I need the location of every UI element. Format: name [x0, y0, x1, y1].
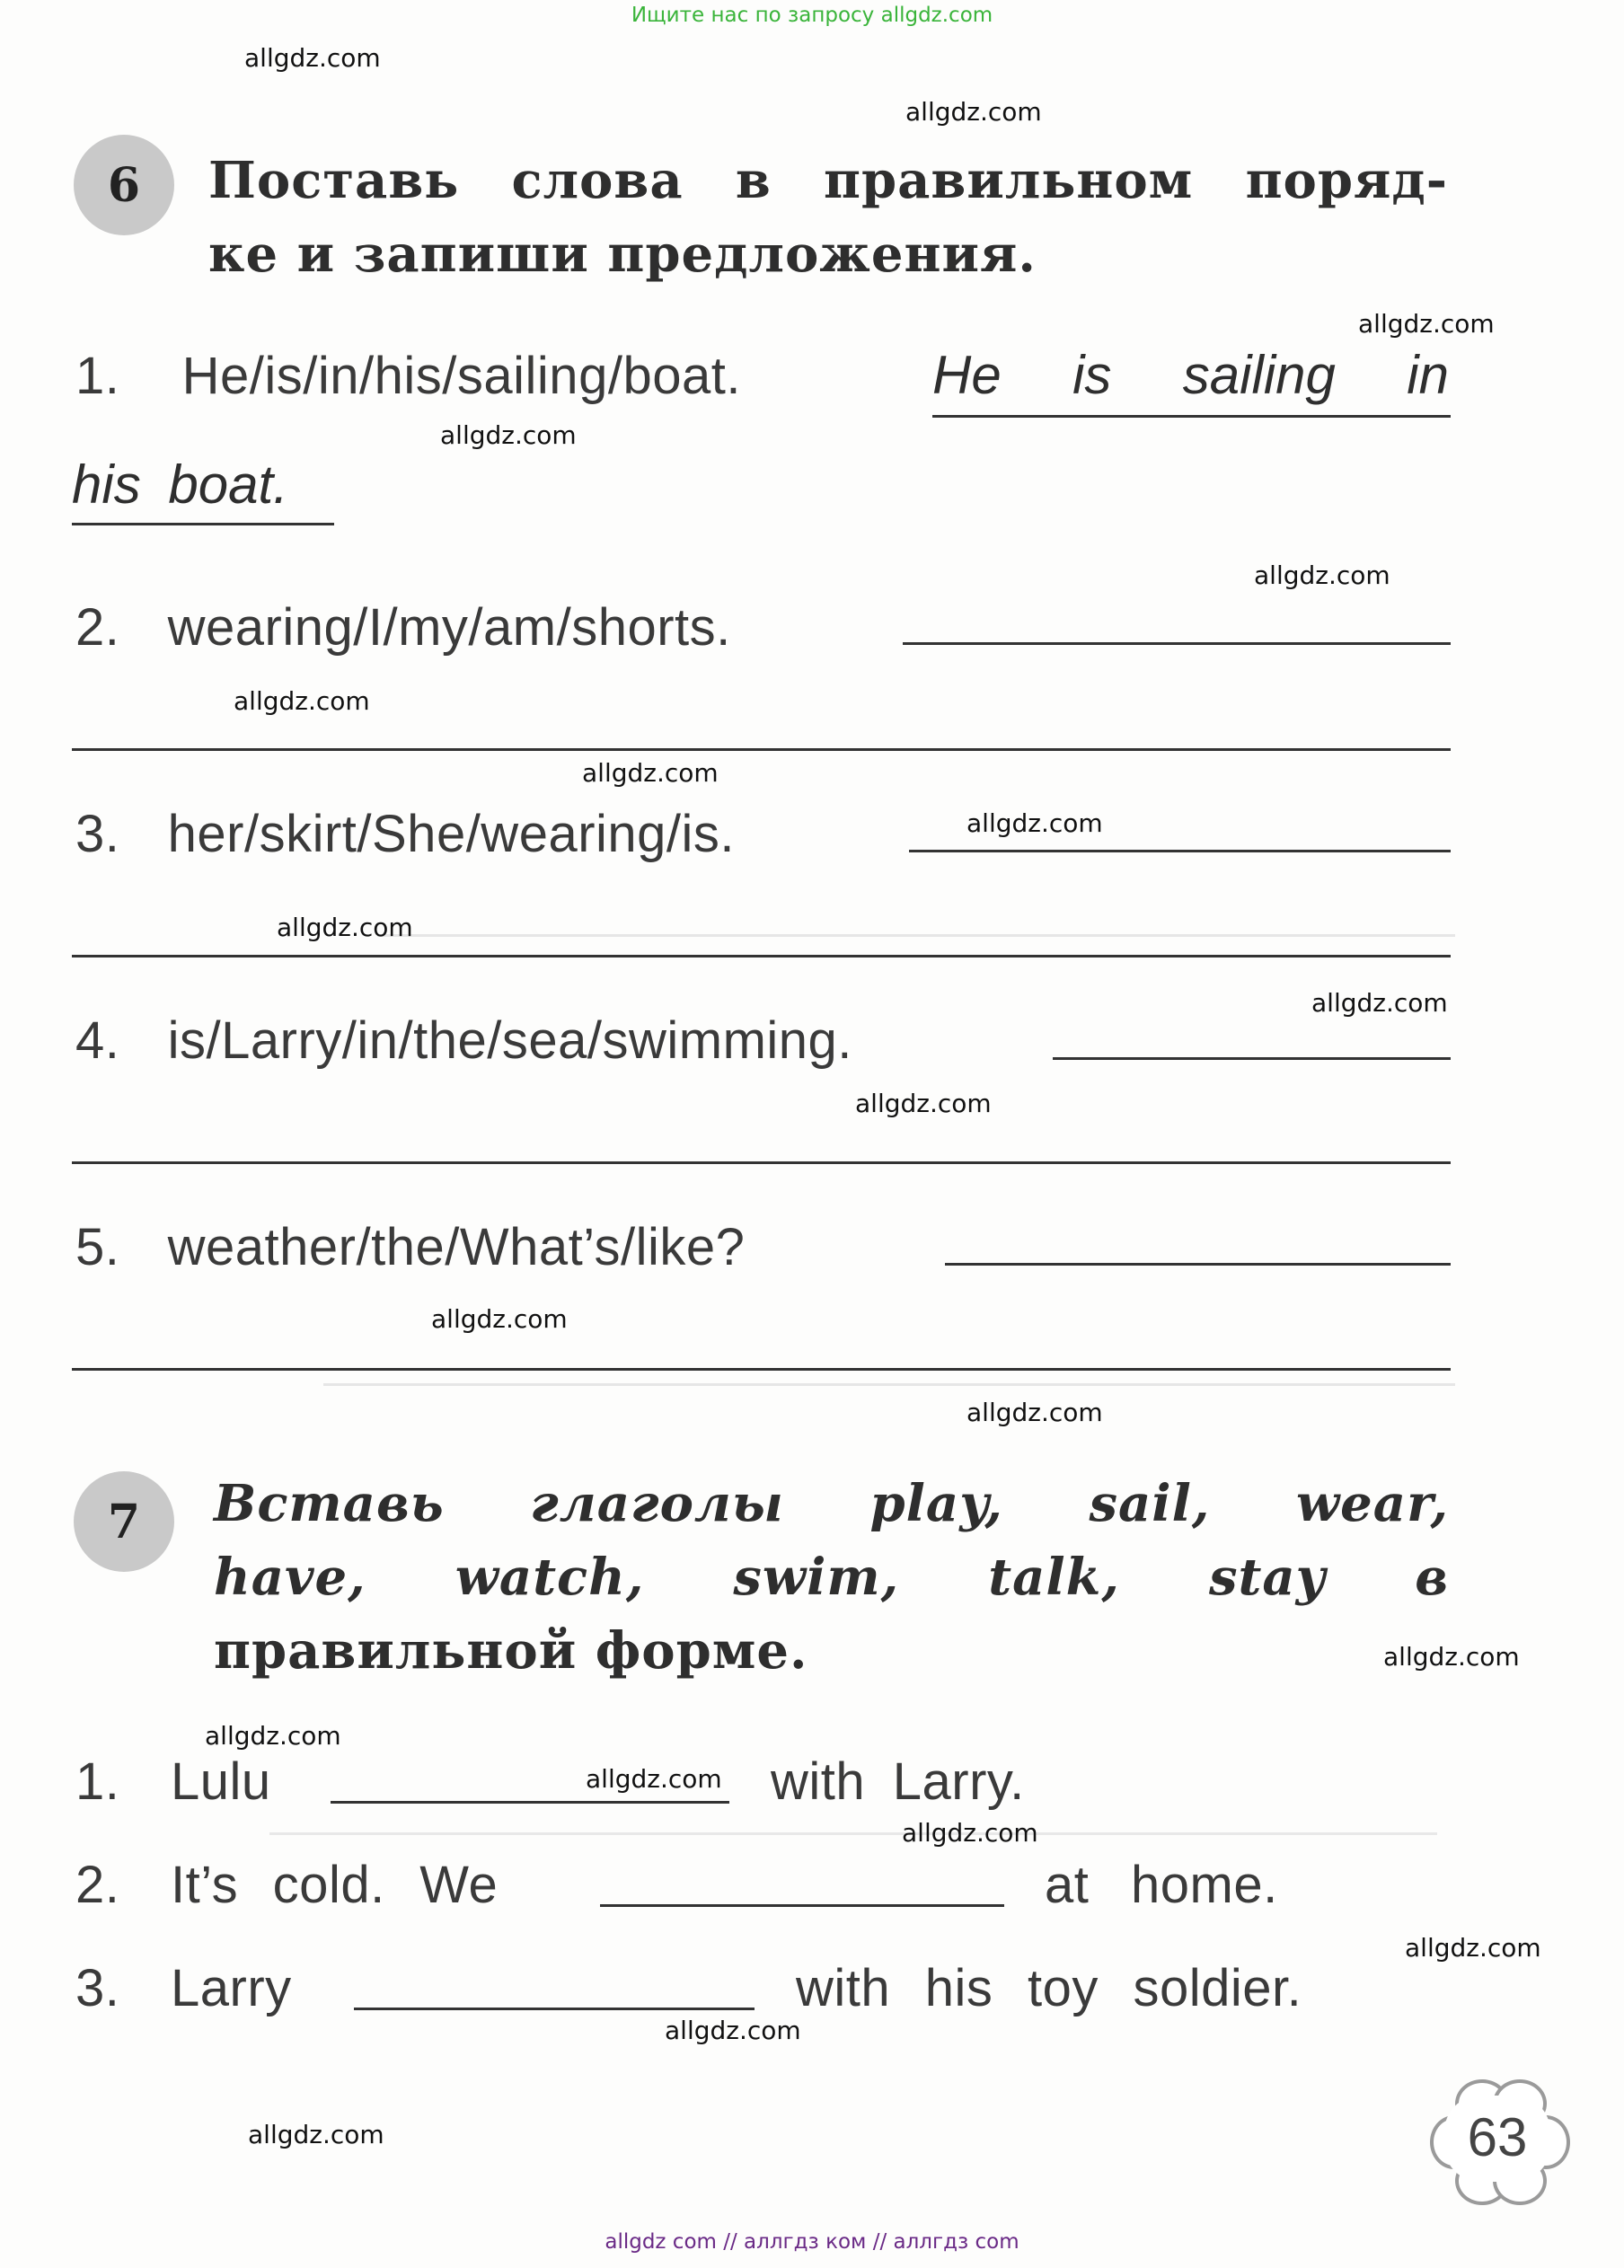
watermark: allgdz.com [440, 420, 577, 450]
page-number-flower [1428, 2070, 1563, 2205]
watermark: allgdz.com [966, 808, 1103, 838]
task-7-item-1-number: 1. [75, 1752, 120, 1811]
task-7-title-line-3: правильной форме. [214, 1621, 808, 1681]
answer-line[interactable] [72, 1368, 1451, 1371]
answer-line[interactable] [1053, 1057, 1451, 1060]
scrambled-words: is/Larry/in/the/sea/swimming. [167, 1011, 852, 1070]
watermark: allgdz.com [1311, 988, 1448, 1018]
task-6-item-3 [75, 804, 735, 864]
bleed-through-rule [323, 1383, 1455, 1386]
top-banner: Ищите нас по запросу allgdz.com [631, 4, 993, 27]
footer-banner: allgdz com // аллгдз ком // аллгдз com [605, 2230, 1019, 2254]
task-7-item-2-before: It’s cold. We [171, 1856, 499, 1914]
watermark: allgdz.com [205, 1721, 341, 1751]
task-7-number-badge [74, 1471, 174, 1572]
task-7-item-3-number: 3. [75, 1959, 120, 2017]
task-7-title-line-2: have, watch, swim, talk, stay в [214, 1548, 1449, 1607]
watermark: allgdz.com [582, 758, 719, 788]
answer-line[interactable] [72, 748, 1451, 751]
task-6-title-line-1: Поставь слова в правильном поряд- [208, 151, 1448, 210]
task-7-item-3-after: with his toy soldier. [796, 1959, 1302, 2017]
watermark: allgdz.com [1254, 560, 1390, 590]
task-7-item-3-before: Larry [171, 1959, 292, 2017]
task-7-number: 7 [107, 1494, 141, 1549]
task-6-item-1 [75, 346, 741, 406]
task-6-title-line-2: ке и запиши предложения. [208, 225, 1037, 284]
watermark: allgdz.com [1383, 1642, 1520, 1672]
watermark: allgdz.com [431, 1304, 568, 1334]
watermark: allgdz.com [1358, 309, 1495, 339]
page-number: 63 [1467, 2107, 1528, 2167]
scrambled-words: wearing/I/my/am/shorts. [167, 598, 731, 657]
answer-line[interactable] [903, 642, 1451, 645]
task-7-item-1-after: with Larry. [771, 1752, 1025, 1811]
task-6-item-4 [75, 1010, 852, 1071]
scrambled-words: He/is/in/his/sailing/boat. [181, 347, 741, 405]
watermark: allgdz.com [966, 1398, 1103, 1427]
watermark: allgdz.com [905, 97, 1042, 127]
task-7-item-2-number: 2. [75, 1856, 120, 1914]
task-6-item-1-answer-part-1: He is sailing in [932, 345, 1449, 405]
answer-line[interactable] [945, 1263, 1451, 1266]
fill-in-blank[interactable] [600, 1904, 1004, 1907]
item-number: 5. [75, 1218, 120, 1276]
answer-line[interactable] [72, 1161, 1451, 1164]
task-6-item-5 [75, 1217, 745, 1277]
item-number: 4. [75, 1011, 120, 1070]
scrambled-words: weather/the/What’s/like? [167, 1218, 746, 1276]
bleed-through-rule [269, 1832, 1437, 1835]
fill-in-blank[interactable] [331, 1801, 729, 1804]
item-number: 2. [75, 598, 120, 657]
watermark: allgdz.com [244, 43, 381, 73]
task-7-title-line-1: Вставь глаголы play, sail, wear, [214, 1474, 1449, 1533]
watermark: allgdz.com [234, 686, 370, 716]
item-number: 1. [75, 347, 120, 405]
task-6-item-2 [75, 597, 731, 657]
bleed-through-rule [377, 934, 1455, 937]
fill-in-blank[interactable] [354, 2008, 755, 2010]
scrambled-words: her/skirt/She/wearing/is. [167, 805, 736, 863]
task-7-item-2-after: at home. [1045, 1856, 1278, 1914]
item-number: 3. [75, 805, 120, 863]
watermark: allgdz.com [665, 2016, 801, 2045]
answer-line [72, 523, 334, 525]
task-7-item-1-before: Lulu [171, 1752, 271, 1811]
watermark: allgdz.com [277, 913, 413, 942]
watermark: allgdz.com [586, 1764, 722, 1794]
watermark: allgdz.com [248, 2120, 384, 2149]
task-6-number-badge [74, 135, 174, 235]
answer-line[interactable] [909, 850, 1451, 852]
watermark: allgdz.com [902, 1818, 1038, 1848]
watermark: allgdz.com [855, 1089, 992, 1118]
task-6-item-1-answer-part-2: his boat. [72, 454, 288, 515]
task-6-number: 6 [107, 157, 141, 213]
answer-line[interactable] [72, 955, 1451, 958]
answer-line [932, 415, 1451, 418]
watermark: allgdz.com [1405, 1933, 1541, 1963]
